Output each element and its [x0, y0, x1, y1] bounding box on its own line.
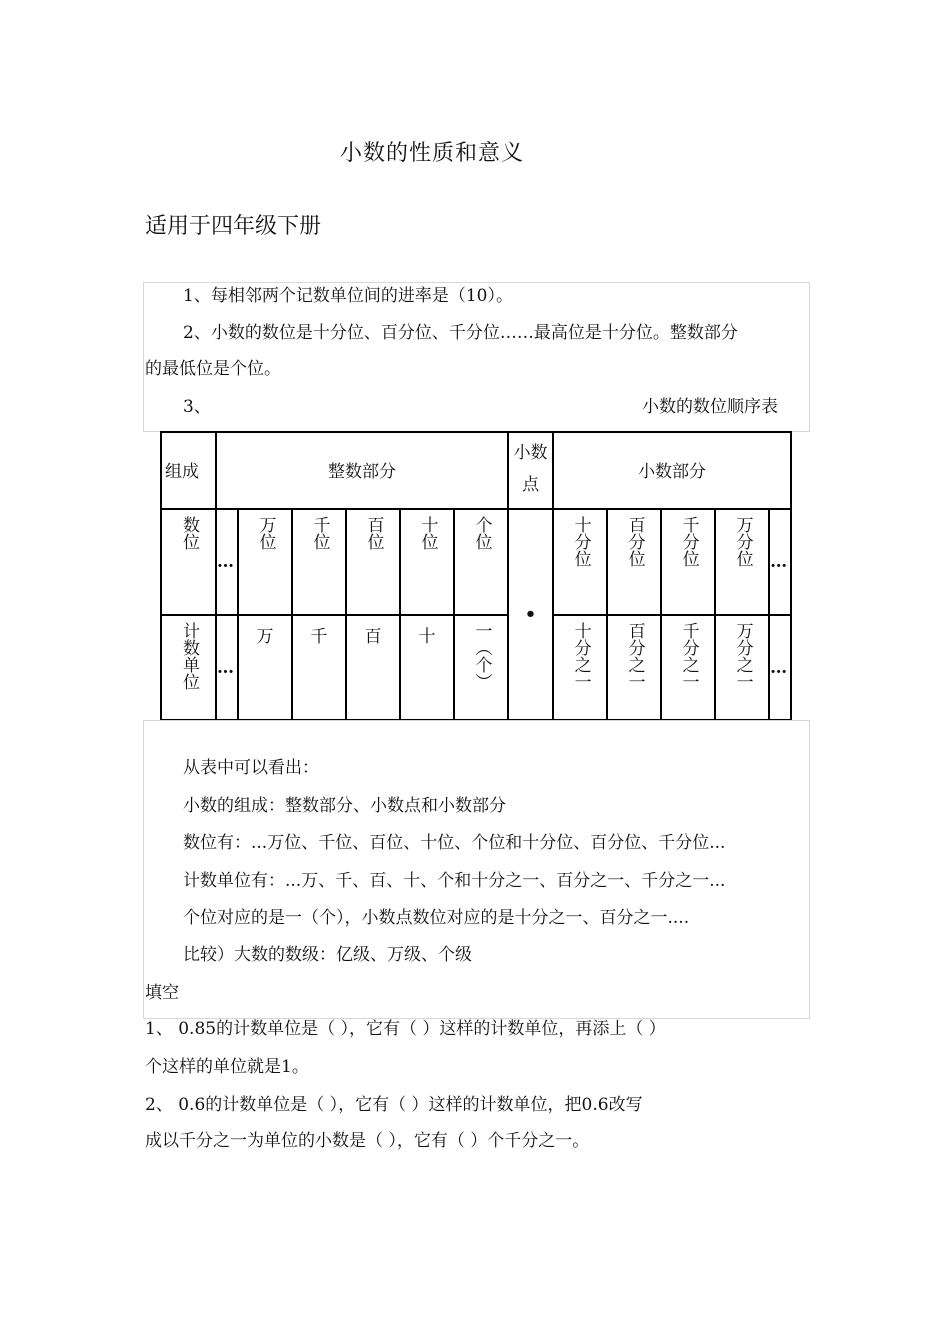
- unit-shi: 十: [418, 627, 436, 647]
- place-wan: 万位: [255, 516, 276, 550]
- row-label-places: 数位: [179, 516, 199, 550]
- note-6: 比较）大数的数级：亿级、万级、个级: [183, 945, 472, 965]
- note-2: 小数的组成：整数部分、小数点和小数部分: [183, 796, 506, 816]
- table-row: [161, 615, 791, 720]
- exercise-1-line-1: 1、 0.85的计数单位是（ ），它有（ ）这样的计数单位，再添上（ ）: [145, 1019, 666, 1039]
- page-subtitle: 适用于四年级下册: [145, 214, 322, 239]
- table-caption: 小数的数位顺序表: [642, 397, 778, 417]
- ellipsis-right: …: [770, 552, 788, 572]
- unit-ge: 一（个）: [471, 622, 492, 690]
- ellipsis-left: …: [217, 552, 234, 572]
- point-3: 3、: [183, 397, 211, 417]
- point-1: 1、每相邻两个记数单位间的进率是（10）。: [183, 286, 513, 306]
- page-title: 小数的性质和意义: [339, 141, 524, 166]
- point-2-line-2: 的最低位是个位。: [145, 359, 281, 379]
- exercise-1-line-2: 个这样的单位就是1。: [145, 1057, 309, 1077]
- row-label-units: 计数单位: [179, 622, 199, 690]
- place-value-table: [160, 431, 792, 721]
- place-shi: 十位: [417, 516, 438, 550]
- unit-wan: 万: [256, 627, 274, 647]
- table-row: [161, 432, 791, 509]
- place-tenths: 十分位: [570, 516, 591, 567]
- unit-ten-thousandth: 万分之一: [732, 622, 753, 690]
- point-2-line-1: 2、小数的数位是十分位、百分位、千分位……最高位是十分位。整数部分: [183, 323, 738, 343]
- ellipsis-right: …: [770, 657, 788, 678]
- unit-tenth: 十分之一: [570, 622, 591, 690]
- unit-bai: 百: [364, 627, 382, 647]
- unit-qian: 千: [310, 627, 328, 647]
- decimal-dot: •: [524, 604, 537, 625]
- place-thousandths: 千分位: [678, 516, 699, 567]
- ellipsis-left: …: [217, 657, 234, 678]
- place-ten-thousandths: 万分位: [732, 516, 753, 567]
- note-4: 计数单位有：...万、千、百、十、个和十分之一、百分之一、千分之一...: [183, 871, 726, 891]
- place-hundredths: 百分位: [624, 516, 645, 567]
- integer-part-header: 整数部分: [328, 462, 397, 482]
- table-row: [161, 509, 791, 615]
- exercise-2-line-1: 2、 0.6的计数单位是（ ），它有（ ）这样的计数单位，把0.6改写: [145, 1095, 643, 1115]
- unit-thousandth: 千分之一: [678, 622, 699, 690]
- place-qian: 千位: [309, 516, 330, 550]
- note-5: 个位对应的是一（个），小数点数位对应的是十分之一、百分之一....: [183, 908, 690, 928]
- note-1: 从表中可以看出：: [183, 758, 319, 778]
- exercise-2-line-2: 成以千分之一为单位的小数是（ ），它有（ ）个千分之一。: [145, 1131, 590, 1151]
- decimal-point-header: 小数点: [513, 443, 548, 495]
- unit-hundredth: 百分之一: [624, 622, 645, 690]
- decimal-part-header: 小数部分: [638, 462, 707, 482]
- row-label-composition: 组成: [165, 462, 199, 482]
- note-3: 数位有：...万位、千位、百位、十位、个位和十分位、百分位、千分位...: [183, 833, 726, 853]
- place-ge: 个位: [471, 516, 492, 550]
- fill-title: 填空: [145, 983, 179, 1003]
- place-bai: 百位: [363, 516, 384, 550]
